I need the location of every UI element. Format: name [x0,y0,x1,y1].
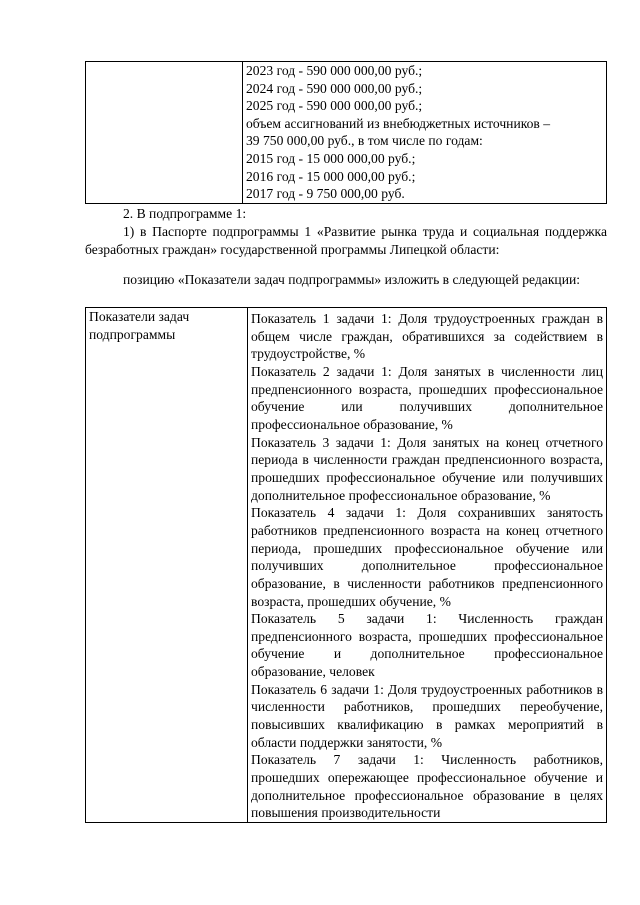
indicator-item: Показатель 3 задачи 1: Доля занятых на конец отчетного периода в численности граждан предпенсионного возраста, прошедших профессиональное обучение или получивших дополнительное профессиональное образование, % [251,434,603,503]
table-row [86,62,607,204]
funding-line: 39 750 000,00 руб., в том числе по годам: [246,133,483,149]
indicators-table [85,307,607,823]
indicator-item: Показатель 7 задачи 1: Численность работников, прошедших опережающее профессиональное обучение и дополнительное профессиональное образование в целях повышения производительности [251,752,603,821]
funding-line: объем ассигнований из внебюджетных источников – [246,115,551,131]
section-heading: 2. В подпрограмме 1: [123,206,247,221]
funding-line: 2024 год - 590 000 000,00 руб.; [246,80,423,96]
indicator-item: Показатель 6 задачи 1: Доля трудоустроенных работников в численности работников, прошедших переобучение, повысивших квалификацию в рамках мероприятий в области поддержки занятости, % [251,681,603,750]
funding-line: 2017 год - 9 750 000,00 руб. [246,186,405,202]
funding-line: 2025 год - 590 000 000,00 руб.; [246,98,423,114]
funding-line: 2015 год - 15 000 000,00 руб.; [246,150,416,166]
table-cell-indicators [248,308,607,823]
paragraph-passport: 1) в Паспорте подпрограммы 1 «Развитие рынка труда и социальная поддержка безработных граждан» государственной программы Липецкой области: [85,224,607,257]
table-row [86,308,607,823]
indicator-item: Показатель 5 задачи 1: Численность граждан предпенсионного возраста, прошедших профессиональное обучение и дополнительное профессиональное образование, человек [251,611,603,680]
table-cell-label: Показатели задач подпрограммы [86,308,248,823]
indicator-item: Показатель 4 задачи 1: Доля сохранивших занятость работников предпенсионного возраста на конец отчетного периода, прошедших профессиональное обучение или получивших дополнительное профессиональное образование, в численности работников предпенсионного возраста, прошедших обучение, % [251,505,603,609]
indicator-item: Показатель 1 задачи 1: Доля трудоустроенных граждан в общем числе граждан, обратившихся за содействием в трудоустройстве, % [251,311,603,362]
table-cell-funding [243,62,607,204]
paragraph-position: позицию «Показатели задач подпрограммы» изложить в следующей редакции: [123,272,581,287]
table-cell-left [86,62,243,204]
funding-line: 2023 год - 590 000 000,00 руб.; [246,63,423,78]
funding-line: 2016 год - 15 000 000,00 руб.; [246,168,416,184]
funding-table [85,61,607,204]
indicator-item: Показатель 2 задачи 1: Доля занятых в численности лиц предпенсионного возраста, прошедших профессиональное обучение или получивших дополнительное профессиональное образование, % [251,363,603,432]
